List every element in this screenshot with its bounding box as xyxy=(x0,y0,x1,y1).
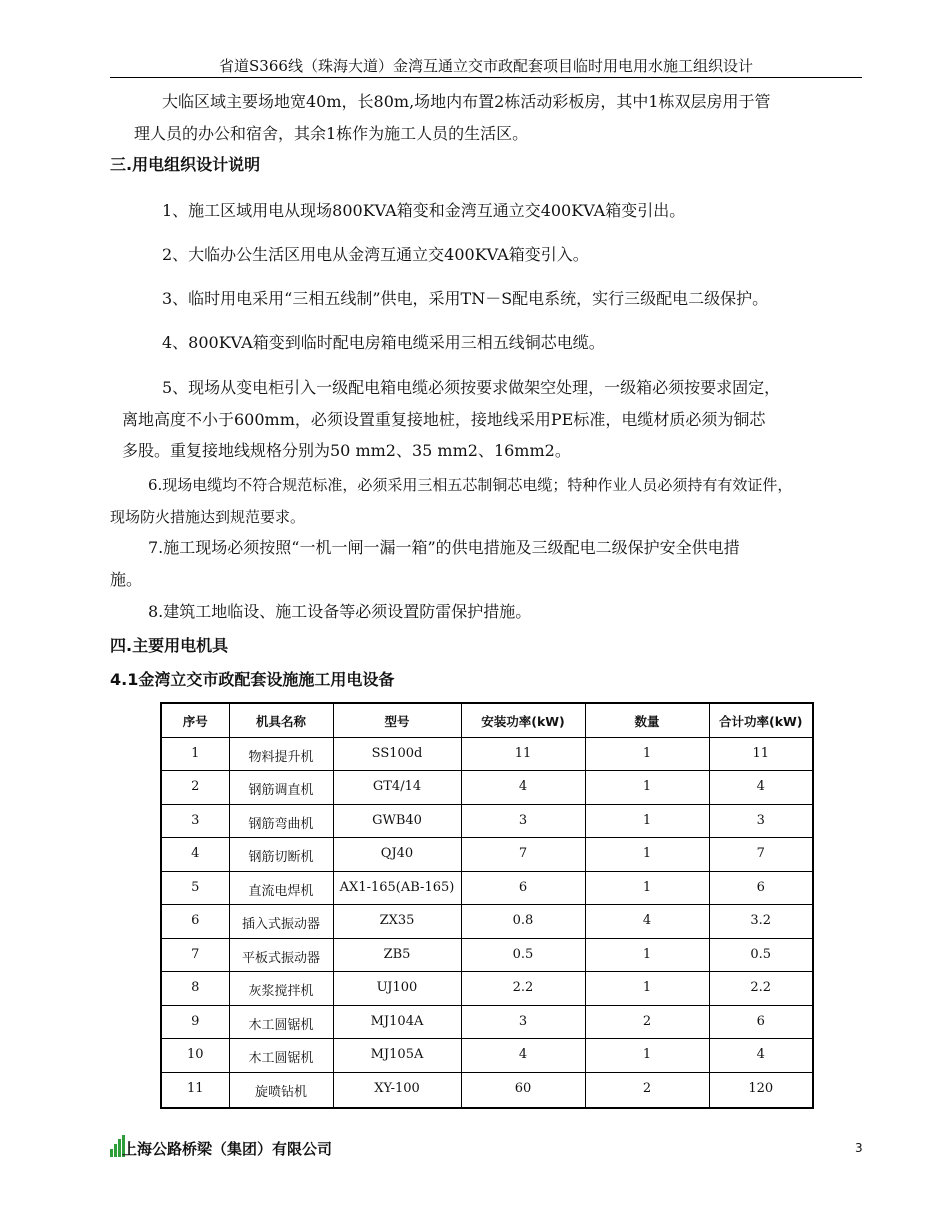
cell-index: 3 xyxy=(161,804,229,838)
cell-total-power: 3.2 xyxy=(709,905,813,939)
table-row xyxy=(161,737,813,771)
cell-model: GWB40 xyxy=(333,804,461,838)
cell-name: 灰浆搅拌机 xyxy=(229,972,333,1006)
cell-quantity: 1 xyxy=(585,938,709,972)
cell-model: AX1-165(AB-165) xyxy=(333,871,461,905)
col-header-install-power: 安装功率(kW) xyxy=(461,703,585,737)
col-header-model: 型号 xyxy=(333,703,461,737)
item-3: 3、临时用电采用“三相五线制”供电，采用TN－S配电系统，实行三级配电二级保护。 xyxy=(162,289,769,308)
item-5-line-2: 离地高度不小于600mm，必须设置重复接地桩，接地线采用PE标准，电缆材质必须为铜芯 xyxy=(122,410,766,429)
item-5-line-3: 多股。重复接地线规格分别为50 mm2、35 mm2、16mm2。 xyxy=(122,441,571,460)
cell-install-power: 6 xyxy=(461,871,585,905)
cell-total-power: 4 xyxy=(709,771,813,805)
cell-name: 直流电焊机 xyxy=(229,871,333,905)
table-row xyxy=(161,804,813,838)
cell-total-power: 0.5 xyxy=(709,938,813,972)
cell-index: 9 xyxy=(161,1005,229,1039)
item-7-line-1: 7.施工现场必须按照“一机一闸一漏一箱”的供电措施及三级配电二级保护安全供电措 xyxy=(148,538,740,557)
cell-model: MJ104A xyxy=(333,1005,461,1039)
cell-quantity: 1 xyxy=(585,771,709,805)
cell-install-power: 11 xyxy=(461,737,585,771)
cell-quantity: 1 xyxy=(585,972,709,1006)
footer-company-name: 上海公路桥梁（集团）有限公司 xyxy=(122,1140,333,1158)
cell-quantity: 1 xyxy=(585,838,709,872)
cell-index: 10 xyxy=(161,1039,229,1073)
cell-quantity: 4 xyxy=(585,905,709,939)
cell-model: GT4/14 xyxy=(333,771,461,805)
cell-index: 11 xyxy=(161,1072,229,1108)
page-header: 省道S366线（珠海大道）金湾互通立交市政配套项目临时用电用水施工组织设计 xyxy=(110,54,862,78)
table-row xyxy=(161,1039,813,1073)
cell-model: MJ105A xyxy=(333,1039,461,1073)
cell-model: ZB5 xyxy=(333,938,461,972)
table-row xyxy=(161,938,813,972)
item-6-line-2: 现场防火措施达到规范要求。 xyxy=(110,508,306,526)
cell-index: 4 xyxy=(161,838,229,872)
cell-quantity: 2 xyxy=(585,1005,709,1039)
cell-total-power: 4 xyxy=(709,1039,813,1073)
cell-name: 钢筋弯曲机 xyxy=(229,804,333,838)
cell-index: 8 xyxy=(161,972,229,1006)
col-header-quantity: 数量 xyxy=(585,703,709,737)
cell-install-power: 3 xyxy=(461,804,585,838)
table-row xyxy=(161,1005,813,1039)
cell-model: QJ40 xyxy=(333,838,461,872)
cell-install-power: 0.8 xyxy=(461,905,585,939)
cell-name: 插入式振动器 xyxy=(229,905,333,939)
cell-quantity: 2 xyxy=(585,1072,709,1108)
cell-total-power: 7 xyxy=(709,838,813,872)
cell-quantity: 1 xyxy=(585,1039,709,1073)
section-3-title: 三.用电组织设计说明 xyxy=(110,155,261,174)
col-header-index: 序号 xyxy=(161,703,229,737)
item-8: 8.建筑工地临设、施工设备等必须设置防雷保护措施。 xyxy=(148,602,532,621)
cell-name: 钢筋调直机 xyxy=(229,771,333,805)
cell-index: 1 xyxy=(161,737,229,771)
cell-name: 平板式振动器 xyxy=(229,938,333,972)
cell-total-power: 6 xyxy=(709,1005,813,1039)
item-4: 4、800KVA箱变到临时配电房箱电缆采用三相五线铜芯电缆。 xyxy=(162,333,605,352)
cell-total-power: 2.2 xyxy=(709,972,813,1006)
cell-name: 木工圆锯机 xyxy=(229,1039,333,1073)
cell-quantity: 1 xyxy=(585,737,709,771)
cell-name: 钢筋切断机 xyxy=(229,838,333,872)
cell-total-power: 6 xyxy=(709,871,813,905)
col-header-total-power: 合计功率(kW) xyxy=(709,703,813,737)
cell-install-power: 0.5 xyxy=(461,938,585,972)
intro-line-1: 大临区域主要场地宽40m，长80m,场地内布置2栋活动彩板房，其中1栋双层房用于管 xyxy=(162,92,771,111)
cell-index: 2 xyxy=(161,771,229,805)
col-header-name: 机具名称 xyxy=(229,703,333,737)
table-row xyxy=(161,1072,813,1108)
table-row xyxy=(161,771,813,805)
cell-index: 6 xyxy=(161,905,229,939)
cell-quantity: 1 xyxy=(585,804,709,838)
intro-line-2: 理人员的办公和宿舍，其余1栋作为施工人员的生活区。 xyxy=(134,124,529,143)
page-number: 3 xyxy=(855,1141,863,1155)
cell-install-power: 60 xyxy=(461,1072,585,1108)
section-4-1-subtitle: 4.1金湾立交市政配套设施施工用电设备 xyxy=(110,670,395,689)
cell-name: 物料提升机 xyxy=(229,737,333,771)
cell-total-power: 3 xyxy=(709,804,813,838)
item-5-line-1: 5、现场从变电柜引入一级配电箱电缆必须按要求做架空处理，一级箱必须按要求固定， xyxy=(162,378,781,397)
table-row xyxy=(161,871,813,905)
cell-total-power: 11 xyxy=(709,737,813,771)
table-row xyxy=(161,905,813,939)
table-header-row xyxy=(161,703,813,737)
cell-install-power: 4 xyxy=(461,771,585,805)
item-7-line-2: 施。 xyxy=(110,570,143,589)
table-row xyxy=(161,972,813,1006)
cell-install-power: 4 xyxy=(461,1039,585,1073)
equipment-table xyxy=(160,702,814,1109)
item-2: 2、大临办公生活区用电从金湾互通立交400KVA箱变引入。 xyxy=(162,245,589,264)
cell-install-power: 2.2 xyxy=(461,972,585,1006)
cell-total-power: 120 xyxy=(709,1072,813,1108)
cell-model: UJ100 xyxy=(333,972,461,1006)
cell-index: 5 xyxy=(161,871,229,905)
cell-model: XY-100 xyxy=(333,1072,461,1108)
cell-quantity: 1 xyxy=(585,871,709,905)
section-4-title: 四.主要用电机具 xyxy=(110,636,229,655)
item-1: 1、施工区域用电从现场800KVA箱变和金湾互通立交400KVA箱变引出。 xyxy=(162,201,686,220)
cell-model: ZX35 xyxy=(333,905,461,939)
cell-name: 木工圆锯机 xyxy=(229,1005,333,1039)
cell-install-power: 7 xyxy=(461,838,585,872)
cell-name: 旋喷钻机 xyxy=(229,1072,333,1108)
cell-index: 7 xyxy=(161,938,229,972)
cell-install-power: 3 xyxy=(461,1005,585,1039)
cell-model: SS100d xyxy=(333,737,461,771)
item-6-line-1: 6.现场电缆均不符合规范标准，必须采用三相五芯制铜芯电缆；特种作业人员必须持有有效证件， xyxy=(148,476,793,494)
table-row xyxy=(161,838,813,872)
